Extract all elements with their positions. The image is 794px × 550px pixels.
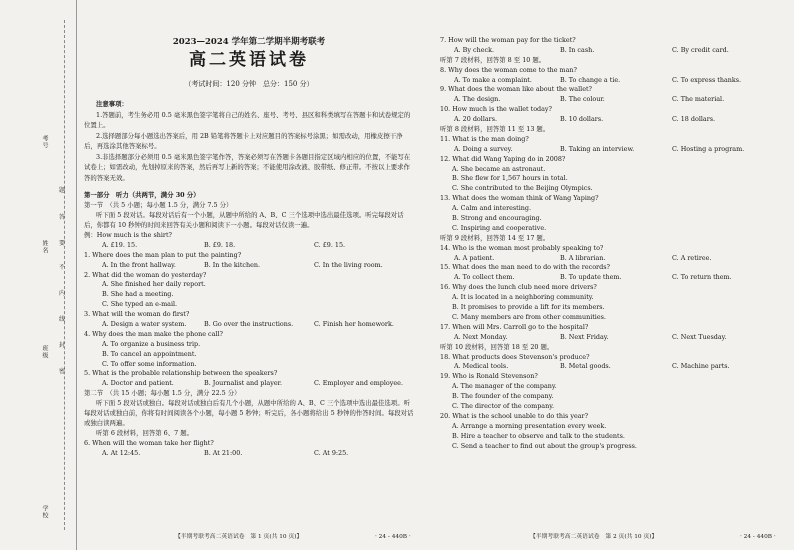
option: B. Next Friday. bbox=[560, 332, 609, 341]
option: B. Metal goods. bbox=[560, 362, 611, 371]
question-10-options bbox=[440, 115, 782, 125]
exam-title: 高二英语试卷 bbox=[189, 50, 309, 70]
binding-margin bbox=[0, 0, 77, 550]
option: C. She contributed to the Beijing Olympics. bbox=[452, 184, 593, 193]
option: B. A librarian. bbox=[560, 253, 606, 262]
option: A. The manager of the company. bbox=[452, 382, 557, 391]
class-label: 班级 bbox=[41, 345, 48, 359]
option: A. She became an astronaut. bbox=[452, 164, 546, 173]
option: B. 10 dollars. bbox=[560, 115, 604, 124]
option: C. A retiree. bbox=[672, 253, 712, 262]
option: C. Next Tuesday. bbox=[672, 332, 727, 341]
option: B. She flew for 1,567 hours in total. bbox=[452, 174, 568, 183]
exam-time: （考试时间：120 分钟 总分：150 分） bbox=[184, 80, 314, 88]
part1-title: 第一部分 听力（共两节，满分 30 分） bbox=[84, 191, 200, 200]
material-8: 听第 8 段材料，回答第 11 至 13 题。 bbox=[440, 125, 550, 134]
example-question: 例：How much is the shirt? bbox=[84, 230, 172, 239]
option: C. To offer some information. bbox=[102, 359, 197, 368]
option: B. In cash. bbox=[560, 45, 595, 54]
option: B. At 21:00. bbox=[204, 448, 243, 457]
section1-title: 第一节 （共 5 小题；每小题 1.5 分，满分 7.5 分） bbox=[84, 201, 233, 210]
option: A. In the front hallway. bbox=[102, 260, 176, 269]
question-14-options bbox=[440, 254, 782, 264]
question-2: 2. What did the woman do yesterday? bbox=[84, 270, 207, 279]
seal-char: 不 bbox=[59, 264, 66, 271]
question-5-options bbox=[84, 379, 414, 389]
notice-item-2: 2.选择题部分每小题选出答案后，用 2B 铅笔将答题卡上对应题目的答案标号涂黑；如需改动，用橡皮擦干净后，再选涂其他答案标号。 bbox=[84, 131, 403, 151]
option: C. Inspiring and cooperative. bbox=[452, 223, 547, 232]
question-17-options bbox=[440, 333, 782, 343]
material-10: 听第 10 段材料，回答第 18 至 20 题。 bbox=[440, 342, 554, 351]
option: A. Calm and interesting. bbox=[452, 204, 532, 213]
option: A. By check. bbox=[454, 45, 494, 54]
section1-intro: 听下面 5 段对话。每段对话后有一个小题，从题中所给的 A、B、C 三个选项中选出最佳选项。听完每段对话后，你都有 10 秒钟的时间来回答有关小题和阅读下一小题。每段对话仅读一遍。 bbox=[84, 211, 404, 230]
question-20: 20. What is the school unable to do this year? bbox=[440, 411, 589, 420]
option: C. Employer and employee. bbox=[314, 379, 403, 388]
option: B. The colour. bbox=[560, 95, 605, 104]
question-3-options bbox=[84, 320, 414, 330]
option: B. Journalist and player. bbox=[204, 379, 283, 388]
option: B. To change a tie. bbox=[560, 75, 621, 84]
exam-year: 2023—2024 学年第二学期半期考联考 bbox=[172, 37, 326, 47]
option: A. The design. bbox=[454, 95, 501, 104]
option: C. Finish her homework. bbox=[314, 320, 394, 328]
question-18-options bbox=[440, 362, 782, 372]
option: A. To organize a business trip. bbox=[102, 339, 201, 348]
option: A. To make a complaint. bbox=[454, 75, 532, 84]
exam-number-label: 考号 bbox=[41, 135, 48, 149]
question-1: 1. Where does the man plan to put the painting? bbox=[84, 250, 242, 259]
option: A. She finished her daily report. bbox=[102, 280, 206, 289]
example-options bbox=[84, 241, 414, 251]
seal-char: 密 bbox=[59, 368, 66, 375]
page-2-footer: 【半期考联考高二英语试卷 第 2 页(共 10 页)】 bbox=[530, 534, 658, 540]
option: C. Send a teacher to find out about the group's progress. bbox=[452, 441, 637, 450]
option: C. Many members are from other communities. bbox=[452, 312, 606, 321]
option: A. It is located in a neighboring community. bbox=[452, 293, 594, 302]
question-1-options bbox=[84, 261, 414, 271]
question-18: 18. What products does Stevenson's produce? bbox=[440, 352, 590, 361]
question-12: 12. What did Wang Yaping do in 2008? bbox=[440, 154, 566, 163]
option: B. She had a meeting. bbox=[102, 290, 174, 299]
seal-char: 线 bbox=[59, 316, 66, 323]
page-2-code: · 24 - 440B · bbox=[740, 534, 776, 540]
question-11: 11. What is the man doing? bbox=[440, 134, 529, 143]
option: A. To collect them. bbox=[454, 273, 515, 282]
question-14: 14. Who is the woman most probably speaking to? bbox=[440, 243, 604, 252]
question-9: 9. What does the woman like about the wallet? bbox=[440, 85, 592, 94]
question-15-options bbox=[440, 273, 782, 283]
option: C. To express thanks. bbox=[672, 75, 742, 84]
option: C. She typed an e-mail. bbox=[102, 300, 178, 309]
seal-char: 题 bbox=[59, 187, 66, 194]
question-7: 7. How will the woman pay for the ticket? bbox=[440, 36, 576, 44]
section2-intro: 听下面 5 段对话或独白。每段对话或独白后有几个小题，从题中所给的 A、B、C 三个选项中选出最佳选项。听每段对话或独白前，你将有时间阅读各个小题，每小题 5 秒钟；听完后，各小题将给出 5 秒钟的作答时间。每段对话或独白读两遍。 bbox=[84, 399, 414, 427]
page-1-footer: 【半期考联考高二英语试卷 第 1 页(共 10 页)】 bbox=[175, 534, 303, 540]
option: A. £19. 15. bbox=[102, 240, 138, 249]
section2-title: 第二节 （共 15 小题；每小题 1.5 分，满分 22.5 分） bbox=[84, 389, 241, 398]
option: A. Doing a survey. bbox=[454, 144, 513, 153]
option: C. The director of the company. bbox=[452, 401, 555, 410]
option: A. A patient. bbox=[454, 253, 495, 262]
option: B. Hire a teacher to observe and talk to the students. bbox=[452, 431, 625, 440]
seal-line bbox=[64, 20, 65, 530]
material-6: 听第 6 段材料，回答第 6、7 题。 bbox=[96, 428, 194, 437]
question-5: 5. What is the probable relationship between the speakers? bbox=[84, 369, 278, 378]
question-17: 17. When will Mrs. Carroll go to the hospital? bbox=[440, 322, 589, 331]
option: B. £9. 18. bbox=[204, 240, 236, 249]
option: A. At 12:45. bbox=[102, 448, 141, 457]
question-4: 4. Why does the man make the phone call? bbox=[84, 329, 223, 338]
option: C. To return them. bbox=[672, 273, 732, 282]
option: A. Next Monday. bbox=[454, 332, 508, 341]
page-2-column bbox=[440, 36, 782, 451]
option: B. To cancel an appointment. bbox=[102, 349, 197, 358]
question-10: 10. How much is the wallet today? bbox=[440, 105, 552, 114]
option: B. The founder of the company. bbox=[452, 392, 554, 401]
option: C. The material. bbox=[672, 95, 725, 104]
question-15: 15. What does the man need to do with the records? bbox=[440, 263, 610, 272]
seal-char: 要 bbox=[59, 240, 66, 247]
notice-title: 注意事项： bbox=[96, 100, 128, 108]
question-11-options bbox=[440, 145, 782, 155]
seal-char: 内 bbox=[59, 290, 66, 297]
option: B. Taking an interview. bbox=[560, 144, 635, 153]
question-19: 19. Who is Ronald Stevenson? bbox=[440, 372, 538, 381]
question-8: 8. Why does the woman come to the man? bbox=[440, 65, 577, 74]
page-1-code: · 24 - 440B · bbox=[375, 534, 411, 540]
option: C. £9. 15. bbox=[314, 240, 346, 249]
name-label: 姓名 bbox=[41, 240, 48, 254]
material-9: 听第 9 段材料，回答第 14 至 17 题。 bbox=[440, 233, 550, 242]
option: A. Medical tools. bbox=[454, 362, 509, 371]
question-16: 16. Why does the lunch club need more drivers? bbox=[440, 283, 597, 292]
option: B. To update them. bbox=[560, 273, 622, 282]
option: A. 20 dollars. bbox=[454, 115, 498, 124]
seal-char: 答 bbox=[59, 214, 66, 221]
option: B. In the kitchen. bbox=[204, 260, 261, 269]
page-1-column bbox=[84, 0, 414, 459]
option: A. Doctor and patient. bbox=[102, 379, 174, 388]
option: C. Machine parts. bbox=[672, 362, 730, 371]
option: B. Strong and encouraging. bbox=[452, 214, 542, 223]
seal-char: 封 bbox=[59, 342, 66, 349]
question-13: 13. What does the woman think of Wang Yaping? bbox=[440, 194, 599, 203]
notice-item-1: 1.答题前，考生务必用 0.5 毫米黑色签字笔将自己的姓名、座号、考号、县区和科类填写在答题卡和试卷规定的位置上。 bbox=[84, 110, 411, 130]
material-7: 听第 7 段材料，回答第 8 至 10 题。 bbox=[440, 55, 546, 64]
option: A. Arrange a morning presentation every week. bbox=[452, 421, 607, 430]
question-3: 3. What will the woman do first? bbox=[84, 310, 190, 319]
question-6-options bbox=[84, 449, 414, 459]
option: C. 18 dollars. bbox=[672, 115, 716, 124]
option: B. Go over the instructions. bbox=[204, 320, 294, 328]
option: C. By credit card. bbox=[672, 45, 729, 54]
question-9-options bbox=[440, 95, 782, 105]
question-6: 6. When will the woman take her flight? bbox=[84, 438, 214, 447]
option: B. It promises to provide a lift for its members. bbox=[452, 303, 605, 312]
school-label: 学校 bbox=[41, 505, 48, 519]
option: C. In the living room. bbox=[314, 260, 383, 269]
option: C. At 9:25. bbox=[314, 448, 349, 457]
option: C. Hosting a program. bbox=[672, 144, 745, 153]
question-8-options bbox=[440, 76, 782, 86]
notice-item-3: 3.非选择题部分必须用 0.5 毫米黑色签字笔作答，答案必须写在答题卡各题目指定区域内相应的位置，不能写在试卷上；如需改动，先划掉原来的答案，然后再写上新的答案；不能使用涂改液、胶带纸、修正带。不按以上要求作答的答案无效。 bbox=[84, 152, 411, 182]
question-7-options bbox=[440, 46, 782, 56]
option: A. Design a water system. bbox=[102, 320, 187, 328]
